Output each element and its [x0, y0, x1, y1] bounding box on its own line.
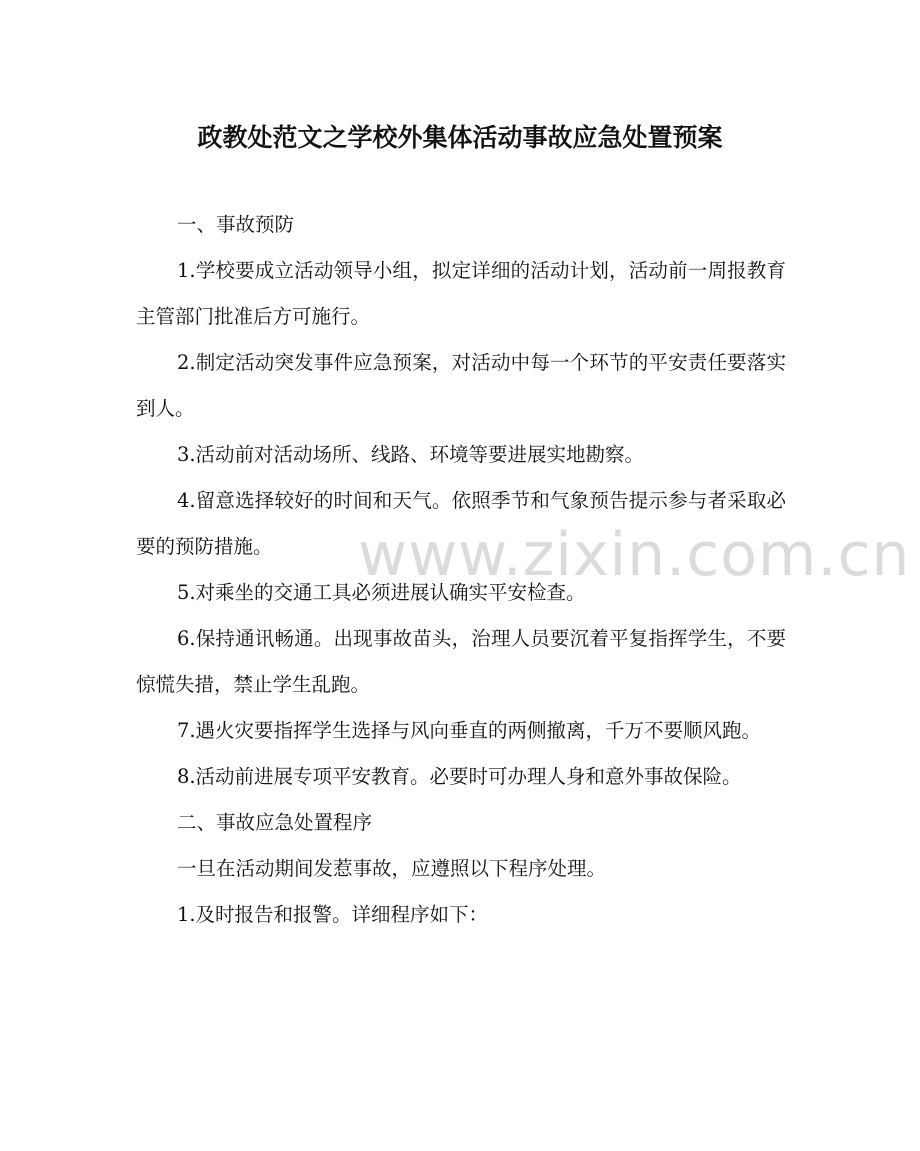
paragraph-item-5: 5.对乘坐的交通工具必须进展认确实平安检查。 [176, 581, 586, 604]
document-title: 政教处范文之学校外集体活动事故应急处置预案 [197, 123, 723, 152]
section-heading-procedure: 二、事故应急处置程序 [176, 811, 372, 834]
paragraph-item-8: 8.活动前进展专项平安教育。必要时可办理人身和意外事故保险。 [176, 765, 742, 788]
paragraph-procedure-1: 1.及时报告和报警。详细程序如下： [176, 903, 489, 926]
paragraph-item-3: 3.活动前对活动场所、线路、环境等要进展实地勘察。 [176, 443, 645, 466]
paragraph-procedure-intro: 一旦在活动期间发惹事故，应遵照以下程序处理。 [176, 857, 606, 880]
paragraph-item-6: 6.保持通讯畅通。出现事故苗头，治理人员要沉着平复指挥学生，不要惊慌失措，禁止学生乱跑。 [136, 627, 786, 696]
paragraph-item-7: 7.遇火灾要指挥学生选择与风向垂直的两侧撤离，千万不要顺风跑。 [176, 719, 762, 742]
document-body [136, 202, 786, 938]
watermark: www.zixin.com.cn [358, 520, 911, 590]
paragraph-item-2: 2.制定活动突发事件应急预案，对活动中每一个环节的平安责任要落实到人。 [136, 351, 786, 420]
section-heading-prevention: 一、事故预防 [176, 213, 294, 236]
paragraph-item-4: 4.留意选择较好的时间和天气。依照季节和气象预告提示参与者采取必要的预防措施。 [136, 489, 786, 558]
paragraph-item-1: 1.学校要成立活动领导小组，拟定详细的活动计划，活动前一周报教育主管部门批准后方可施行。 [136, 259, 786, 328]
